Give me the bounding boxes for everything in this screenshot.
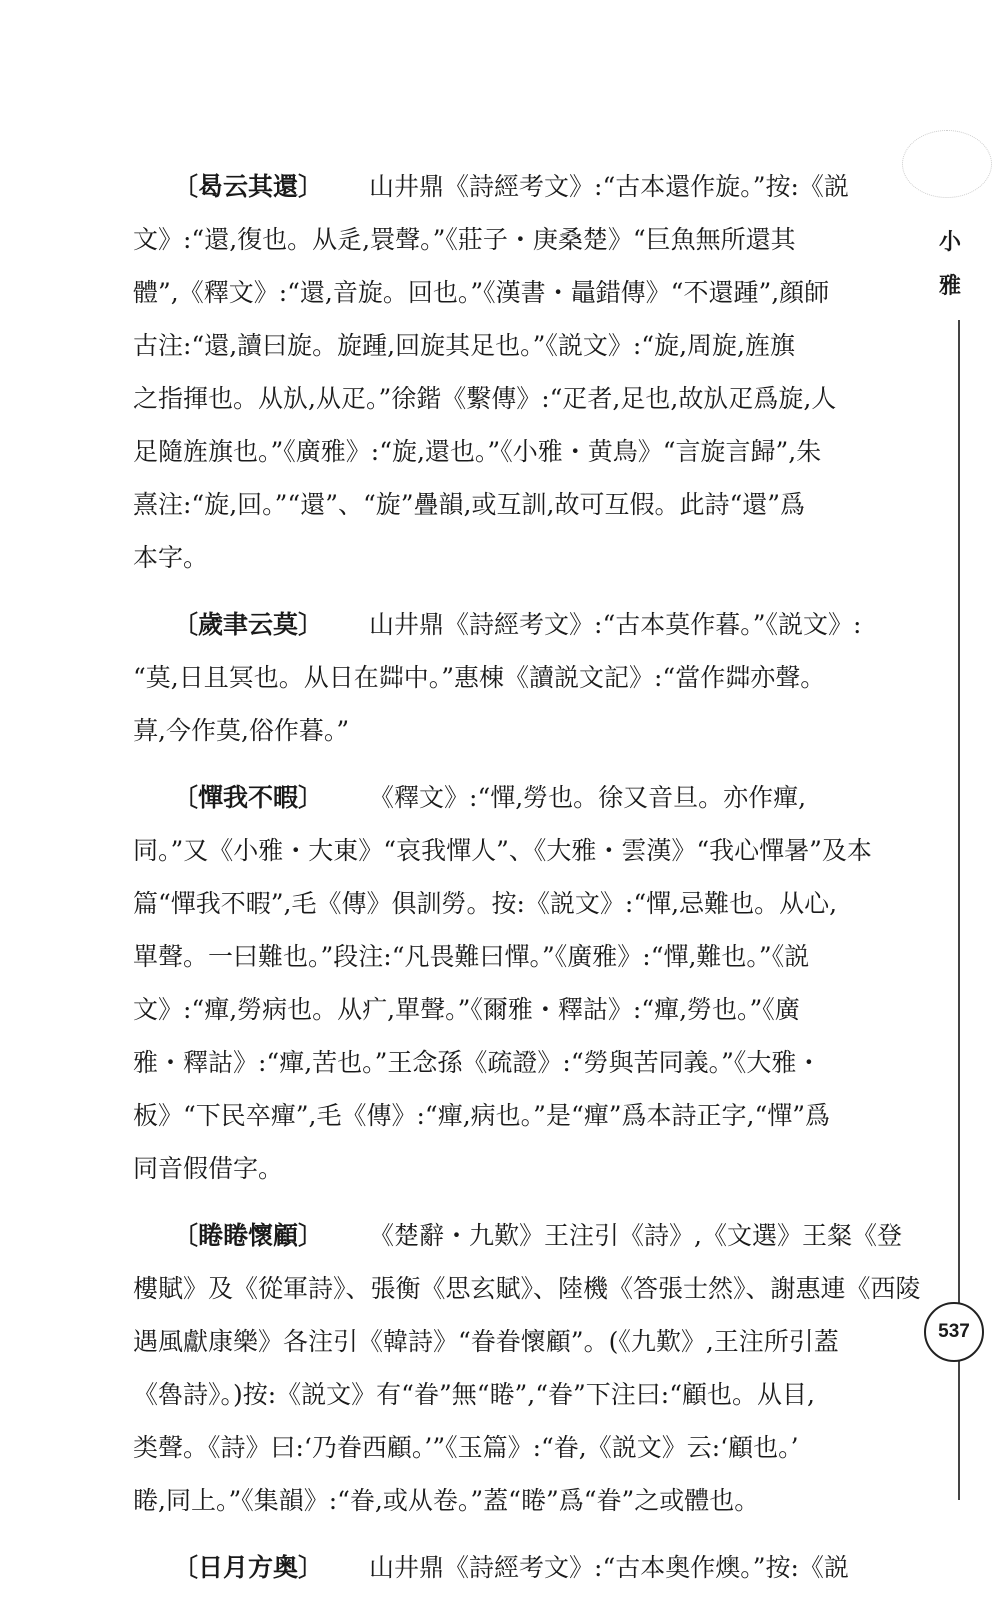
entry-heading: 〔日月方奥〕	[173, 1553, 324, 1582]
entry-heading: 〔曷云其還〕	[173, 172, 324, 201]
entry	[133, 1541, 891, 1594]
entry-first-line	[133, 1209, 902, 1262]
entry-heading: 〔睠睠懷顧〕	[173, 1221, 324, 1250]
entry-line: 足隨旌旗也。”《廣雅》:“旋,還也。”《小雅・黄鳥》“言旋言歸”,朱	[133, 437, 822, 466]
entry-line: 本字。	[133, 543, 209, 572]
entry-line: 同。”又《小雅・大東》“哀我憚人”、《大雅・雲漢》“我心憚暑”及本	[133, 836, 872, 865]
entry-line: 板》“下民卒癉”,毛《傳》:“癉,病也。”是“癉”爲本詩正字,“憚”爲	[133, 1101, 831, 1130]
entry-line: 樓賦》及《從軍詩》、張衡《思玄賦》、陸機《答張士然》、謝惠連《西陵	[133, 1274, 921, 1303]
entry-line: 遇風獻康樂》各注引《韓詩》“眷眷懷顧”。(《九歎》,王注所引蓋	[133, 1327, 839, 1356]
entry-line: 熹注:“旋,回。”“還”、“旋”疊韻,或互訓,故可互假。此詩“還”爲	[133, 490, 806, 519]
entry-first-line	[133, 771, 891, 824]
entry-line: 同音假借字。	[133, 1154, 284, 1183]
entry-line: 《釋文》:“憚,勞也。徐又音旦。亦作癉,	[369, 783, 807, 812]
side-section-label	[930, 220, 970, 308]
entry-line: 睠,同上。”《集韻》:“眷,或从卷。”蓋“睠”爲“眷”之或體也。	[133, 1486, 760, 1515]
entry-first-line	[133, 1541, 891, 1594]
entry	[133, 771, 891, 1195]
entry-line: 萛,今作莫,俗作暮。”	[133, 716, 350, 745]
entry-line: 《魯詩》。)按:《説文》有“眷”無“睠”,“眷”下注曰:“顧也。从目,	[133, 1380, 815, 1409]
entry-line: 之指揮也。从㫃,从疋。”徐鍇《繫傳》:“疋者,足也,故㫃疋爲旋,人	[133, 384, 837, 413]
entry-heading: 〔歲聿云莫〕	[173, 610, 324, 639]
entry-heading: 〔憚我不暇〕	[173, 783, 324, 812]
side-label-char-1: 小	[938, 229, 961, 255]
entry-line: 类聲。《詩》曰:‘乃眷西顧。’”《玉篇》:“眷,《説文》云:‘顧也。’	[133, 1433, 799, 1462]
entry	[133, 1209, 921, 1527]
entry-line: 文》:“癉,勞病也。从疒,單聲。”《爾雅・釋詁》:“癉,勞也。”《廣	[133, 995, 800, 1024]
entry-line: 《楚辭・九歎》王注引《詩》,《文選》王粲《登	[369, 1221, 902, 1250]
page-ornament	[902, 130, 992, 198]
entry-first-line	[133, 160, 891, 213]
entry	[133, 598, 891, 757]
commentary-text	[133, 160, 921, 1608]
entry-line: 古注:“還,讀曰旋。旋踵,回旋其足也。”《説文》:“旋,周旋,旌旗	[133, 331, 795, 360]
entry	[133, 160, 891, 584]
side-label-char-2: 雅	[938, 273, 961, 299]
entry-line: “莫,日且冥也。从日在茻中。”惠棟《讀説文記》:“當作茻亦聲。	[133, 663, 826, 692]
entry-line: 雅・釋詁》:“癉,苦也。”王念孫《疏證》:“勞與苦同義。”《大雅・	[133, 1048, 822, 1077]
entry-line: 文》:“還,復也。从辵,睘聲。”《莊子・庚桑楚》“巨魚無所還其	[133, 225, 796, 254]
entry-line: 山井鼎《詩經考文》:“古本還作旋。”按:《説	[369, 172, 849, 201]
entry-line: 山井鼎《詩經考文》:“古本莫作暮。”《説文》:	[369, 610, 862, 639]
entry-line: 單聲。一曰難也。”段注:“凡畏難曰憚。”《廣雅》:“憚,難也。”《説	[133, 942, 810, 971]
entry-line: 山井鼎《詩經考文》:“古本奥作燠。”按:《説	[369, 1553, 849, 1582]
entry-line: 篇“憚我不暇”,毛《傳》俱訓勞。按:《説文》:“憚,忌難也。从心,	[133, 889, 838, 918]
entry-first-line	[133, 598, 891, 651]
entry-line: 體”,《釋文》:“還,音旋。回也。”《漢書・鼂錯傳》“不還踵”,顔師	[133, 278, 830, 307]
page-number: 537	[924, 1302, 984, 1362]
